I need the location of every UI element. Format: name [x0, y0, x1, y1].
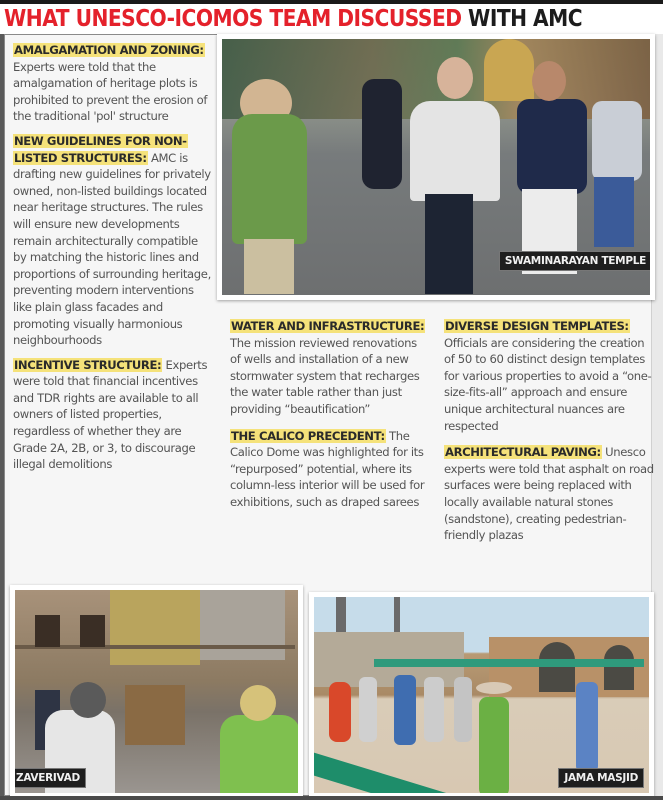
section-body: Experts were told that the amalgamation of heritage plots is prohibited to prevent the erosion of the traditional 'pol' structure: [13, 59, 208, 124]
section-incentive: [13, 357, 213, 473]
photo-caption: ZAVERIVAD: [15, 768, 86, 788]
section-heading: ARCHITECTURAL PAVING:: [445, 445, 601, 460]
bottom-rule: [0, 796, 663, 800]
right-column: [444, 318, 654, 552]
section-heading: THE CALICO PRECEDENT:: [231, 428, 385, 443]
section-body: AMC is drafting new guidelines for privately owned, non-listed buildings located near heritage structures. The rules will ensure new developments remain architecturally compatible by matching the historic lines and proportions of surrounding heritage, preventing modern interventions like plain glass facades and promoting visually harmonious neighbourhoods: [13, 150, 211, 348]
section-guidelines: [13, 133, 213, 349]
section-heading: INCENTIVE STRUCTURE:: [14, 357, 162, 372]
section-body: The Calico Dome was highlighted for its “repurposed” potential, where its column-less interior will be used for exhibitions, such as draped sarees: [230, 428, 425, 509]
section-calico: [230, 428, 430, 511]
photo-caption: JAMA MASJID: [558, 768, 644, 788]
title-red-part: WHAT UNESCO-ICOMOS TEAM DISCUSSED: [4, 6, 462, 32]
title-black-part: WITH AMC: [461, 6, 583, 32]
old-houses-image: [15, 590, 298, 793]
section-body: Officials are considering the creation of 50 to 60 distinct design templates for various properties to avoid a “one-size-fits-all” approach and ensure unique architectural nuances are respected: [444, 335, 652, 433]
section-templates: [444, 318, 654, 434]
section-paving: [444, 444, 654, 544]
section-amalgamation: [13, 42, 213, 125]
section-heading: AMALGAMATION AND ZONING:: [14, 43, 204, 57]
mosque-courtyard-image: [314, 597, 649, 793]
photo-swaminarayan-temple: [217, 34, 655, 300]
section-body: Unesco experts were told that asphalt on road surfaces were being replaced with locally available natural stones (sandstone), creating pedestrian-friendly plazas: [444, 445, 654, 543]
section-water: [230, 318, 430, 418]
photo-caption: SWAMINARAYAN TEMPLE: [499, 251, 650, 271]
photo-zaverivad: [10, 585, 303, 798]
section-heading: WATER AND INFRASTRUCTURE:: [231, 319, 425, 333]
section-heading: DIVERSE DESIGN TEMPLATES:: [445, 319, 629, 333]
street-scene-image: [222, 39, 650, 295]
left-border: [0, 34, 4, 800]
top-rule: [0, 0, 663, 4]
section-body: The mission reviewed renovations of wells and installation of a new stormwater system that recharges the water table rather than just providing “beautification”: [230, 335, 420, 416]
left-column: [13, 42, 213, 481]
page-title: [4, 5, 584, 33]
section-body: Experts were told that financial incentives and TDR rights are available to all owners of listed properties, regardless of whether they are Grade 2A, 2B, or 3, to discourage illegal demolitions: [13, 357, 208, 472]
middle-column: [230, 318, 430, 519]
section-heading: NEW GUIDELINES FOR NON-LISTED STRUCTURES:: [14, 133, 187, 165]
photo-jama-masjid: [309, 592, 654, 798]
